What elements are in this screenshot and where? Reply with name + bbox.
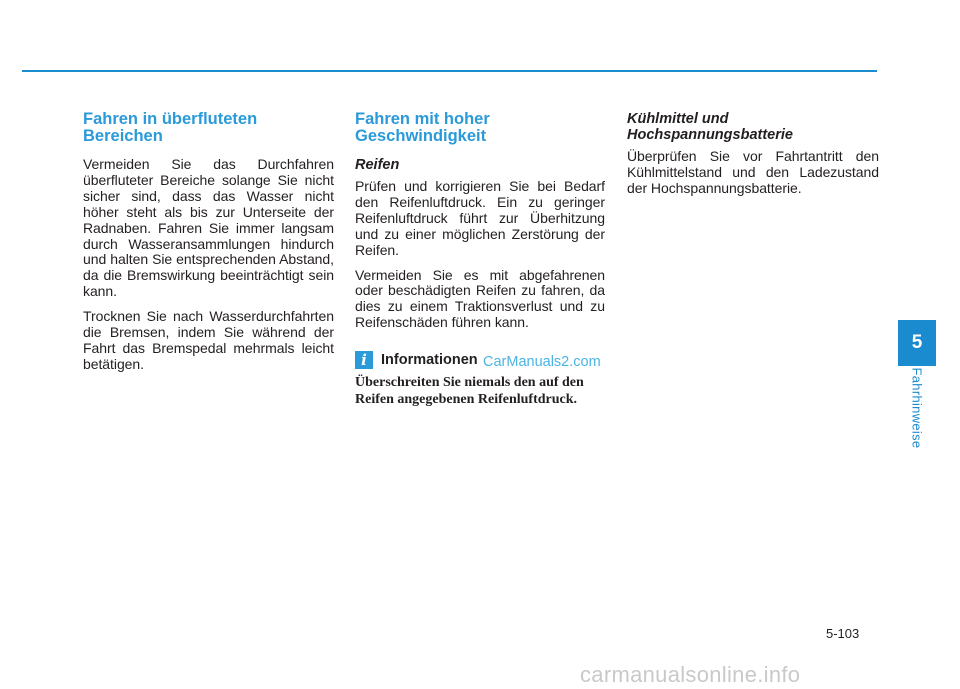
subheading-tires: Reifen (355, 157, 400, 173)
info-box-header (355, 351, 605, 369)
top-divider (22, 70, 877, 72)
paragraph-flooded-2: Trocknen Sie nach Wasserdurchfahrten die Bremsen, indem Sie während der Fahrt das Bremspedal mehrmals leicht betätigen. (83, 308, 334, 372)
watermark-text: CarManuals2.com (483, 354, 601, 371)
subheading-coolant-battery: Kühlmittel und Hochspannungsbatterie (627, 111, 793, 143)
section-heading-high-speed: Fahren mit hoher Geschwindigkeit (355, 110, 490, 145)
paragraph-tires-1: Prüfen und korrigieren Sie bei Bedarf den Reifenluftdruck. Ein zu geringer Reifenluftdruck führt zur Überhitzung und zu einer möglichen Zerstörung der Reifen. (355, 178, 605, 258)
page-number: 5-103 (826, 626, 860, 641)
paragraph-flooded-1: Vermeiden Sie das Durchfahren überfluteter Bereiche solange Sie nicht sicher sind, dass das Wasser nicht höher steht als bis zur Unterseite der Radnaben. Fahren Sie immer langsam durch Wasseransammlungen hindurch und halten Sie entsprechenden Abstand, da die Bremswirkung beeinträchtigt sein kann. (83, 156, 334, 300)
paragraph-coolant-battery: Überprüfen Sie vor Fahrtantritt den Kühlmittelstand und den Ladezustand der Hochspannungsbatterie. (627, 148, 879, 196)
chapter-label: Fahrhinweise (909, 367, 925, 449)
info-icon: i (355, 351, 373, 369)
paragraph-tires-2: Vermeiden Sie es mit abgefahrenen oder beschädigten Reifen zu fahren, da dies zu einem Traktionsverlust und zu Reifenschäden führen kann. (355, 266, 605, 331)
info-text: Überschreiten Sie niemals den auf den Reifen angegebenen Reifenluftdruck. (355, 375, 584, 408)
column-coolant-battery (627, 111, 879, 206)
section-heading-flooded: Fahren in überfluteten Bereichen (83, 110, 258, 145)
footer-site-watermark: carmanualsonline.info (580, 662, 801, 687)
column-high-speed (355, 111, 605, 408)
column-flooded-areas (83, 111, 334, 382)
chapter-tab: 5 (898, 320, 936, 366)
info-title: Informationen (381, 352, 478, 369)
